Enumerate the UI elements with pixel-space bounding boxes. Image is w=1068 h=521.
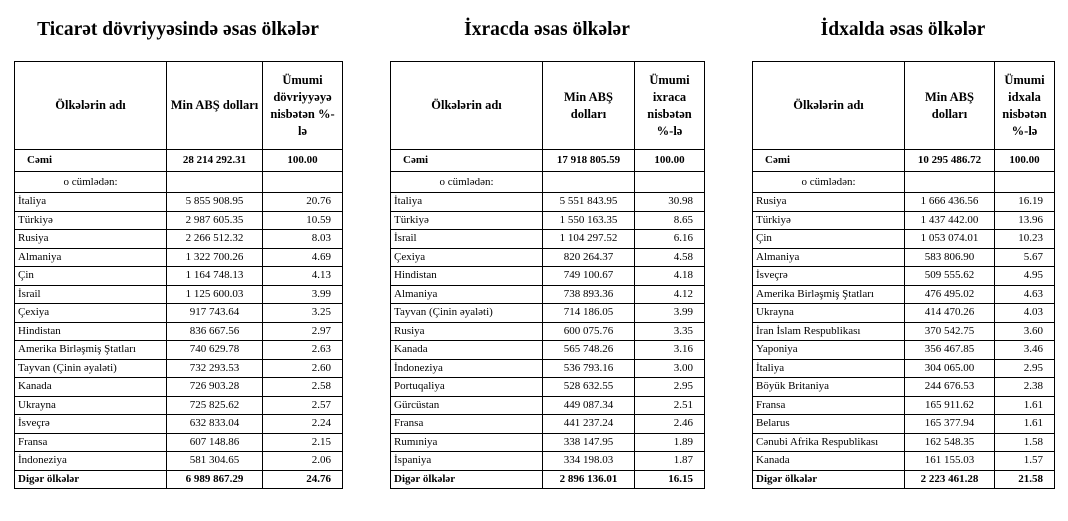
table-row [15,452,343,471]
country-name-cell: Fransa [15,433,167,452]
share-cell: 4.12 [635,285,705,304]
value-cell: 1 437 442.00 [905,211,995,230]
share-header: Ümumi idxala nisbətən %-lə [995,62,1055,150]
other-countries-row [753,470,1055,489]
share-cell: 8.03 [263,230,343,249]
share-cell: 2.58 [263,378,343,397]
share-cell: 4.18 [635,267,705,286]
country-name-header: Ölkələrin adı [391,62,543,150]
country-name-cell: Tayvan (Çinin əyaləti) [391,304,543,323]
table-row [753,415,1055,434]
share-cell: 4.13 [263,267,343,286]
total-share: 100.00 [995,150,1055,172]
including-row [753,172,1055,193]
share-cell: 1.89 [635,433,705,452]
table-row [753,341,1055,360]
panel-title: İdxalda əsas ölkələr [820,19,986,40]
total-row [391,150,705,172]
share-cell: 2.24 [263,415,343,434]
total-share: 100.00 [263,150,343,172]
table-row [391,322,705,341]
country-name-cell: Portuqaliya [391,378,543,397]
country-name-cell: İspaniya [391,452,543,471]
table-row [753,211,1055,230]
value-cell: 509 555.62 [905,267,995,286]
value-cell: 583 806.90 [905,248,995,267]
country-name-cell: Rusiya [753,193,905,212]
table-row [391,230,705,249]
country-name-cell: İsveçrə [753,267,905,286]
value-header: Min ABŞ dolları [543,62,635,150]
table-row [15,285,343,304]
country-name-cell: Almaniya [391,285,543,304]
country-name-cell: İndoneziya [391,359,543,378]
value-cell: 581 304.65 [167,452,263,471]
table-row [391,267,705,286]
country-name-cell: Fransa [391,415,543,434]
value-cell: 725 825.62 [167,396,263,415]
panel-title: İxracda əsas ölkələr [464,19,630,40]
country-name-cell: Hindistan [15,322,167,341]
table-row [753,304,1055,323]
table-row [753,378,1055,397]
value-cell: 1 550 163.35 [543,211,635,230]
total-row [15,150,343,172]
table-row [753,322,1055,341]
value-cell: 165 911.62 [905,396,995,415]
value-cell: 334 198.03 [543,452,635,471]
country-name-cell: Rusiya [15,230,167,249]
share-cell: 16.19 [995,193,1055,212]
share-header: Ümumi ixraca nisbətən %-lə [635,62,705,150]
value-cell: 528 632.55 [543,378,635,397]
table-header-row [391,62,705,150]
share-cell: 3.16 [635,341,705,360]
including-label: o cümlədən: [753,172,905,193]
value-cell: 2 223 461.28 [905,470,995,489]
share-cell: 2.57 [263,396,343,415]
country-name-cell: Amerika Birləşmiş Ştatları [15,341,167,360]
value-cell: 165 377.94 [905,415,995,434]
value-cell: 414 470.26 [905,304,995,323]
country-name-cell: İran İslam Respublikası [753,322,905,341]
exports-panel [390,14,705,489]
value-header: Min ABŞ dolları [905,62,995,150]
table-row [391,396,705,415]
country-name-cell: İtaliya [753,359,905,378]
value-cell: 565 748.26 [543,341,635,360]
share-cell: 2.60 [263,359,343,378]
country-name-cell: Belarus [753,415,905,434]
share-cell: 10.23 [995,230,1055,249]
value-cell: 476 495.02 [905,285,995,304]
share-cell: 13.96 [995,211,1055,230]
value-cell: 749 100.67 [543,267,635,286]
share-cell: 4.95 [995,267,1055,286]
country-name-cell: Çin [753,230,905,249]
country-name-cell: Ukrayna [15,396,167,415]
imports-panel [752,14,1055,489]
value-cell: 607 148.86 [167,433,263,452]
share-cell: 4.03 [995,304,1055,323]
value-cell: 740 629.78 [167,341,263,360]
country-name-cell: İsrail [391,230,543,249]
country-name-cell: İsrail [15,285,167,304]
value-cell: 5 551 843.95 [543,193,635,212]
table-row [15,341,343,360]
share-cell: 4.63 [995,285,1055,304]
share-cell: 20.76 [263,193,343,212]
value-cell: 1 164 748.13 [167,267,263,286]
table-row [753,267,1055,286]
total-value: 10 295 486.72 [905,150,995,172]
country-name-cell: Yaponiya [753,341,905,360]
share-cell: 2.15 [263,433,343,452]
value-cell: 161 155.03 [905,452,995,471]
table-row [753,433,1055,452]
table-row [391,193,705,212]
share-cell: 1.61 [995,415,1055,434]
countries-table [390,61,705,489]
share-cell: 5.67 [995,248,1055,267]
country-name-cell: Kanada [753,452,905,471]
value-cell: 732 293.53 [167,359,263,378]
value-cell: 2 896 136.01 [543,470,635,489]
country-name-cell: Türkiyə [15,211,167,230]
value-cell: 338 147.95 [543,433,635,452]
total-value: 17 918 805.59 [543,150,635,172]
country-name-cell: Almaniya [15,248,167,267]
total-label: Cəmi [753,150,905,172]
country-name-cell: İtaliya [391,193,543,212]
table-row [391,248,705,267]
country-name-cell: Ukrayna [753,304,905,323]
share-cell: 3.35 [635,322,705,341]
countries-table [14,61,343,489]
table-row [15,415,343,434]
empty-cell [543,172,635,193]
including-row [15,172,343,193]
total-label: Cəmi [391,150,543,172]
table-row [391,304,705,323]
value-cell: 1 125 600.03 [167,285,263,304]
share-cell: 1.57 [995,452,1055,471]
value-cell: 1 666 436.56 [905,193,995,212]
value-cell: 2 266 512.32 [167,230,263,249]
table-row [15,322,343,341]
share-cell: 3.60 [995,322,1055,341]
value-cell: 441 237.24 [543,415,635,434]
country-name-header: Ölkələrin adı [15,62,167,150]
country-name-cell: Cənubi Afrika Respublikası [753,433,905,452]
share-cell: 2.95 [635,378,705,397]
share-cell: 2.63 [263,341,343,360]
share-cell: 2.97 [263,322,343,341]
table-header-row [15,62,343,150]
share-cell: 21.58 [995,470,1055,489]
including-label: o cümlədən: [391,172,543,193]
share-cell: 2.06 [263,452,343,471]
table-row [391,415,705,434]
country-name-cell: Kanada [391,341,543,360]
table-row [15,211,343,230]
value-cell: 1 053 074.01 [905,230,995,249]
table-row [15,378,343,397]
share-cell: 24.76 [263,470,343,489]
total-share: 100.00 [635,150,705,172]
total-value: 28 214 292.31 [167,150,263,172]
country-name-cell: Almaniya [753,248,905,267]
country-name-cell: Amerika Birləşmiş Ştatları [753,285,905,304]
value-cell: 370 542.75 [905,322,995,341]
table-row [391,211,705,230]
value-cell: 1 104 297.52 [543,230,635,249]
including-row [391,172,705,193]
country-name-cell: Türkiyə [753,211,905,230]
value-cell: 1 322 700.26 [167,248,263,267]
share-cell: 4.58 [635,248,705,267]
value-cell: 726 903.28 [167,378,263,397]
table-row [15,433,343,452]
country-name-cell: İndoneziya [15,452,167,471]
empty-cell [995,172,1055,193]
table-row [15,267,343,286]
share-cell: 6.16 [635,230,705,249]
country-name-cell: Digər ölkələr [391,470,543,489]
table-row [391,433,705,452]
value-cell: 738 893.36 [543,285,635,304]
table-row [753,285,1055,304]
value-cell: 162 548.35 [905,433,995,452]
share-cell: 3.46 [995,341,1055,360]
value-cell: 449 087.34 [543,396,635,415]
country-name-cell: Digər ölkələr [15,470,167,489]
table-row [753,248,1055,267]
table-row [391,341,705,360]
share-header: Ümumi dövriyyəyə nisbətən %-lə [263,62,343,150]
table-row [15,248,343,267]
value-cell: 244 676.53 [905,378,995,397]
country-name-cell: Tayvan (Çinin əyaləti) [15,359,167,378]
country-name-cell: Kanada [15,378,167,397]
value-cell: 6 989 867.29 [167,470,263,489]
value-cell: 917 743.64 [167,304,263,323]
total-label: Cəmi [15,150,167,172]
empty-cell [635,172,705,193]
country-name-cell: İsveçrə [15,415,167,434]
share-cell: 3.25 [263,304,343,323]
share-cell: 2.38 [995,378,1055,397]
share-cell: 2.46 [635,415,705,434]
total-row [753,150,1055,172]
empty-cell [167,172,263,193]
panel-title: Ticarət dövriyyəsində əsas ölkələr [37,19,319,40]
empty-cell [263,172,343,193]
country-name-cell: Çin [15,267,167,286]
value-cell: 600 075.76 [543,322,635,341]
country-name-cell: Fransa [753,396,905,415]
country-name-cell: Türkiyə [391,211,543,230]
other-countries-row [15,470,343,489]
table-row [753,193,1055,212]
country-name-cell: Çexiya [391,248,543,267]
table-row [391,359,705,378]
share-cell: 4.69 [263,248,343,267]
value-cell: 820 264.37 [543,248,635,267]
share-cell: 3.00 [635,359,705,378]
value-cell: 356 467.85 [905,341,995,360]
empty-cell [905,172,995,193]
value-cell: 836 667.56 [167,322,263,341]
other-countries-row [391,470,705,489]
value-header: Min ABŞ dolları [167,62,263,150]
table-row [15,359,343,378]
share-cell: 1.61 [995,396,1055,415]
country-name-cell: Çexiya [15,304,167,323]
including-label: o cümlədən: [15,172,167,193]
table-row [15,304,343,323]
table-row [753,359,1055,378]
table-row [753,452,1055,471]
share-cell: 8.65 [635,211,705,230]
share-cell: 2.95 [995,359,1055,378]
share-cell: 30.98 [635,193,705,212]
table-row [391,378,705,397]
country-name-cell: Digər ölkələr [753,470,905,489]
table-header-row [753,62,1055,150]
share-cell: 2.51 [635,396,705,415]
table-row [753,230,1055,249]
country-name-cell: İtaliya [15,193,167,212]
trade-turnover-panel [14,14,343,489]
share-cell: 1.87 [635,452,705,471]
country-name-cell: Böyük Britaniya [753,378,905,397]
country-name-header: Ölkələrin adı [753,62,905,150]
share-cell: 10.59 [263,211,343,230]
value-cell: 536 793.16 [543,359,635,378]
country-name-cell: Rumıniya [391,433,543,452]
country-name-cell: Hindistan [391,267,543,286]
table-row [391,285,705,304]
value-cell: 2 987 605.35 [167,211,263,230]
table-row [15,396,343,415]
table-row [391,452,705,471]
table-row [15,193,343,212]
countries-table [752,61,1055,489]
share-cell: 1.58 [995,433,1055,452]
share-cell: 3.99 [635,304,705,323]
value-cell: 5 855 908.95 [167,193,263,212]
table-row [15,230,343,249]
share-cell: 3.99 [263,285,343,304]
share-cell: 16.15 [635,470,705,489]
table-row [753,396,1055,415]
country-name-cell: Gürcüstan [391,396,543,415]
value-cell: 304 065.00 [905,359,995,378]
value-cell: 632 833.04 [167,415,263,434]
value-cell: 714 186.05 [543,304,635,323]
country-name-cell: Rusiya [391,322,543,341]
